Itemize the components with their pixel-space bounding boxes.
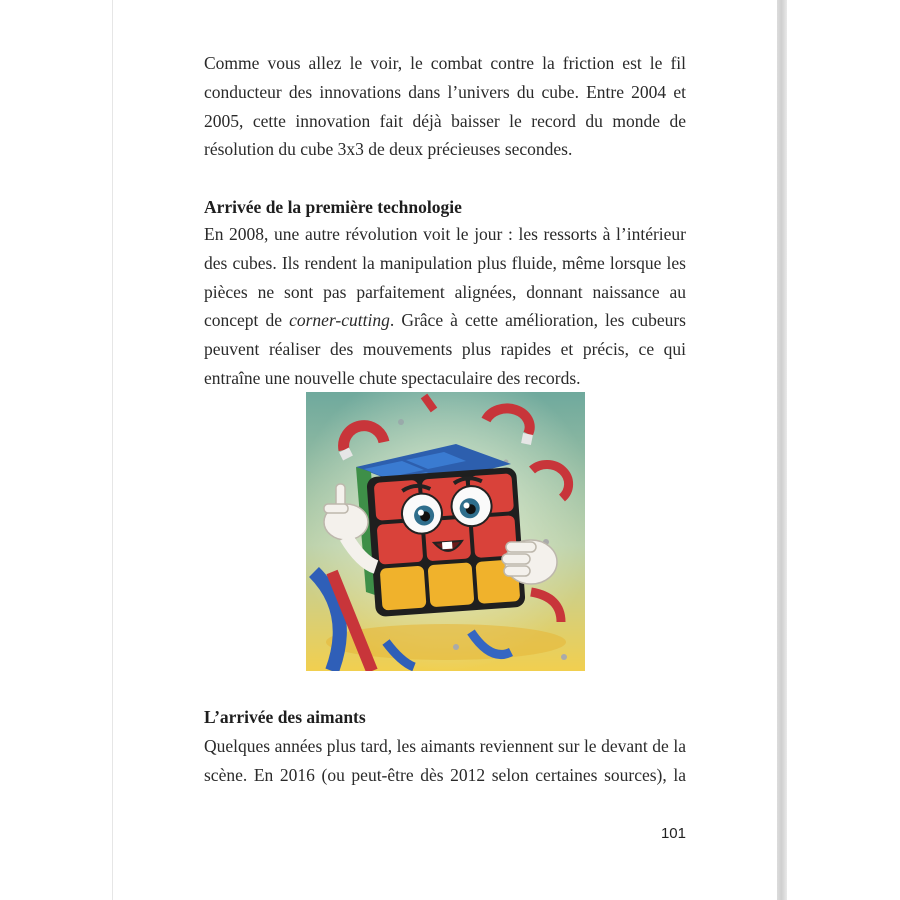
page-number: 101	[660, 825, 686, 842]
section-heading-first-technology: Arrivée de la première technologie	[204, 197, 462, 217]
text-line: conducteur des innovations dans l’univers du cube. Entre 2004 et	[204, 81, 686, 102]
book-page	[113, 0, 777, 900]
text-line: peuvent réaliser des mouvements plus rapides et précis, ce qui	[204, 339, 686, 360]
paragraph-friction	[204, 49, 686, 164]
text-line-with-italic	[204, 306, 686, 335]
paragraph-magnets	[204, 732, 686, 790]
text-line: En 2008, une autre révolution voit le jour : les ressorts à l’intérieur	[204, 224, 686, 244]
text-line: 2005, cette innovation fait déjà baisser le record du monde de	[204, 110, 686, 131]
paragraph-springs	[204, 220, 686, 393]
text-line: scène. En 2016 (ou peut-être dès 2012 selon certaines sources), la	[204, 764, 686, 785]
text-line: pièces ne sont pas parfaitement alignées, donnant naissance au	[204, 281, 686, 302]
text-line: Comme vous allez le voir, le combat contre la friction est le fil	[204, 53, 686, 73]
page-stack-edge	[777, 0, 787, 900]
italic-term-corner-cutting: corner-cutting	[289, 310, 390, 331]
text-run: concept de	[204, 310, 290, 331]
text-line: des cubes. Ils rendent la manipulation plus fluide, même lorsque les	[204, 252, 686, 273]
text-line: entraîne une nouvelle chute spectaculaire des records.	[204, 367, 581, 388]
text-line: Quelques années plus tard, les aimants reviennent sur le devant de la	[204, 736, 686, 756]
cartoon-rubiks-cube-illustration	[306, 392, 585, 671]
text-line: résolution du cube 3x3 de deux précieuses secondes.	[204, 139, 573, 160]
section-heading-magnets: L’arrivée des aimants	[204, 707, 366, 727]
text-run: . Grâce à cette amélioration, les cubeurs	[389, 310, 686, 331]
